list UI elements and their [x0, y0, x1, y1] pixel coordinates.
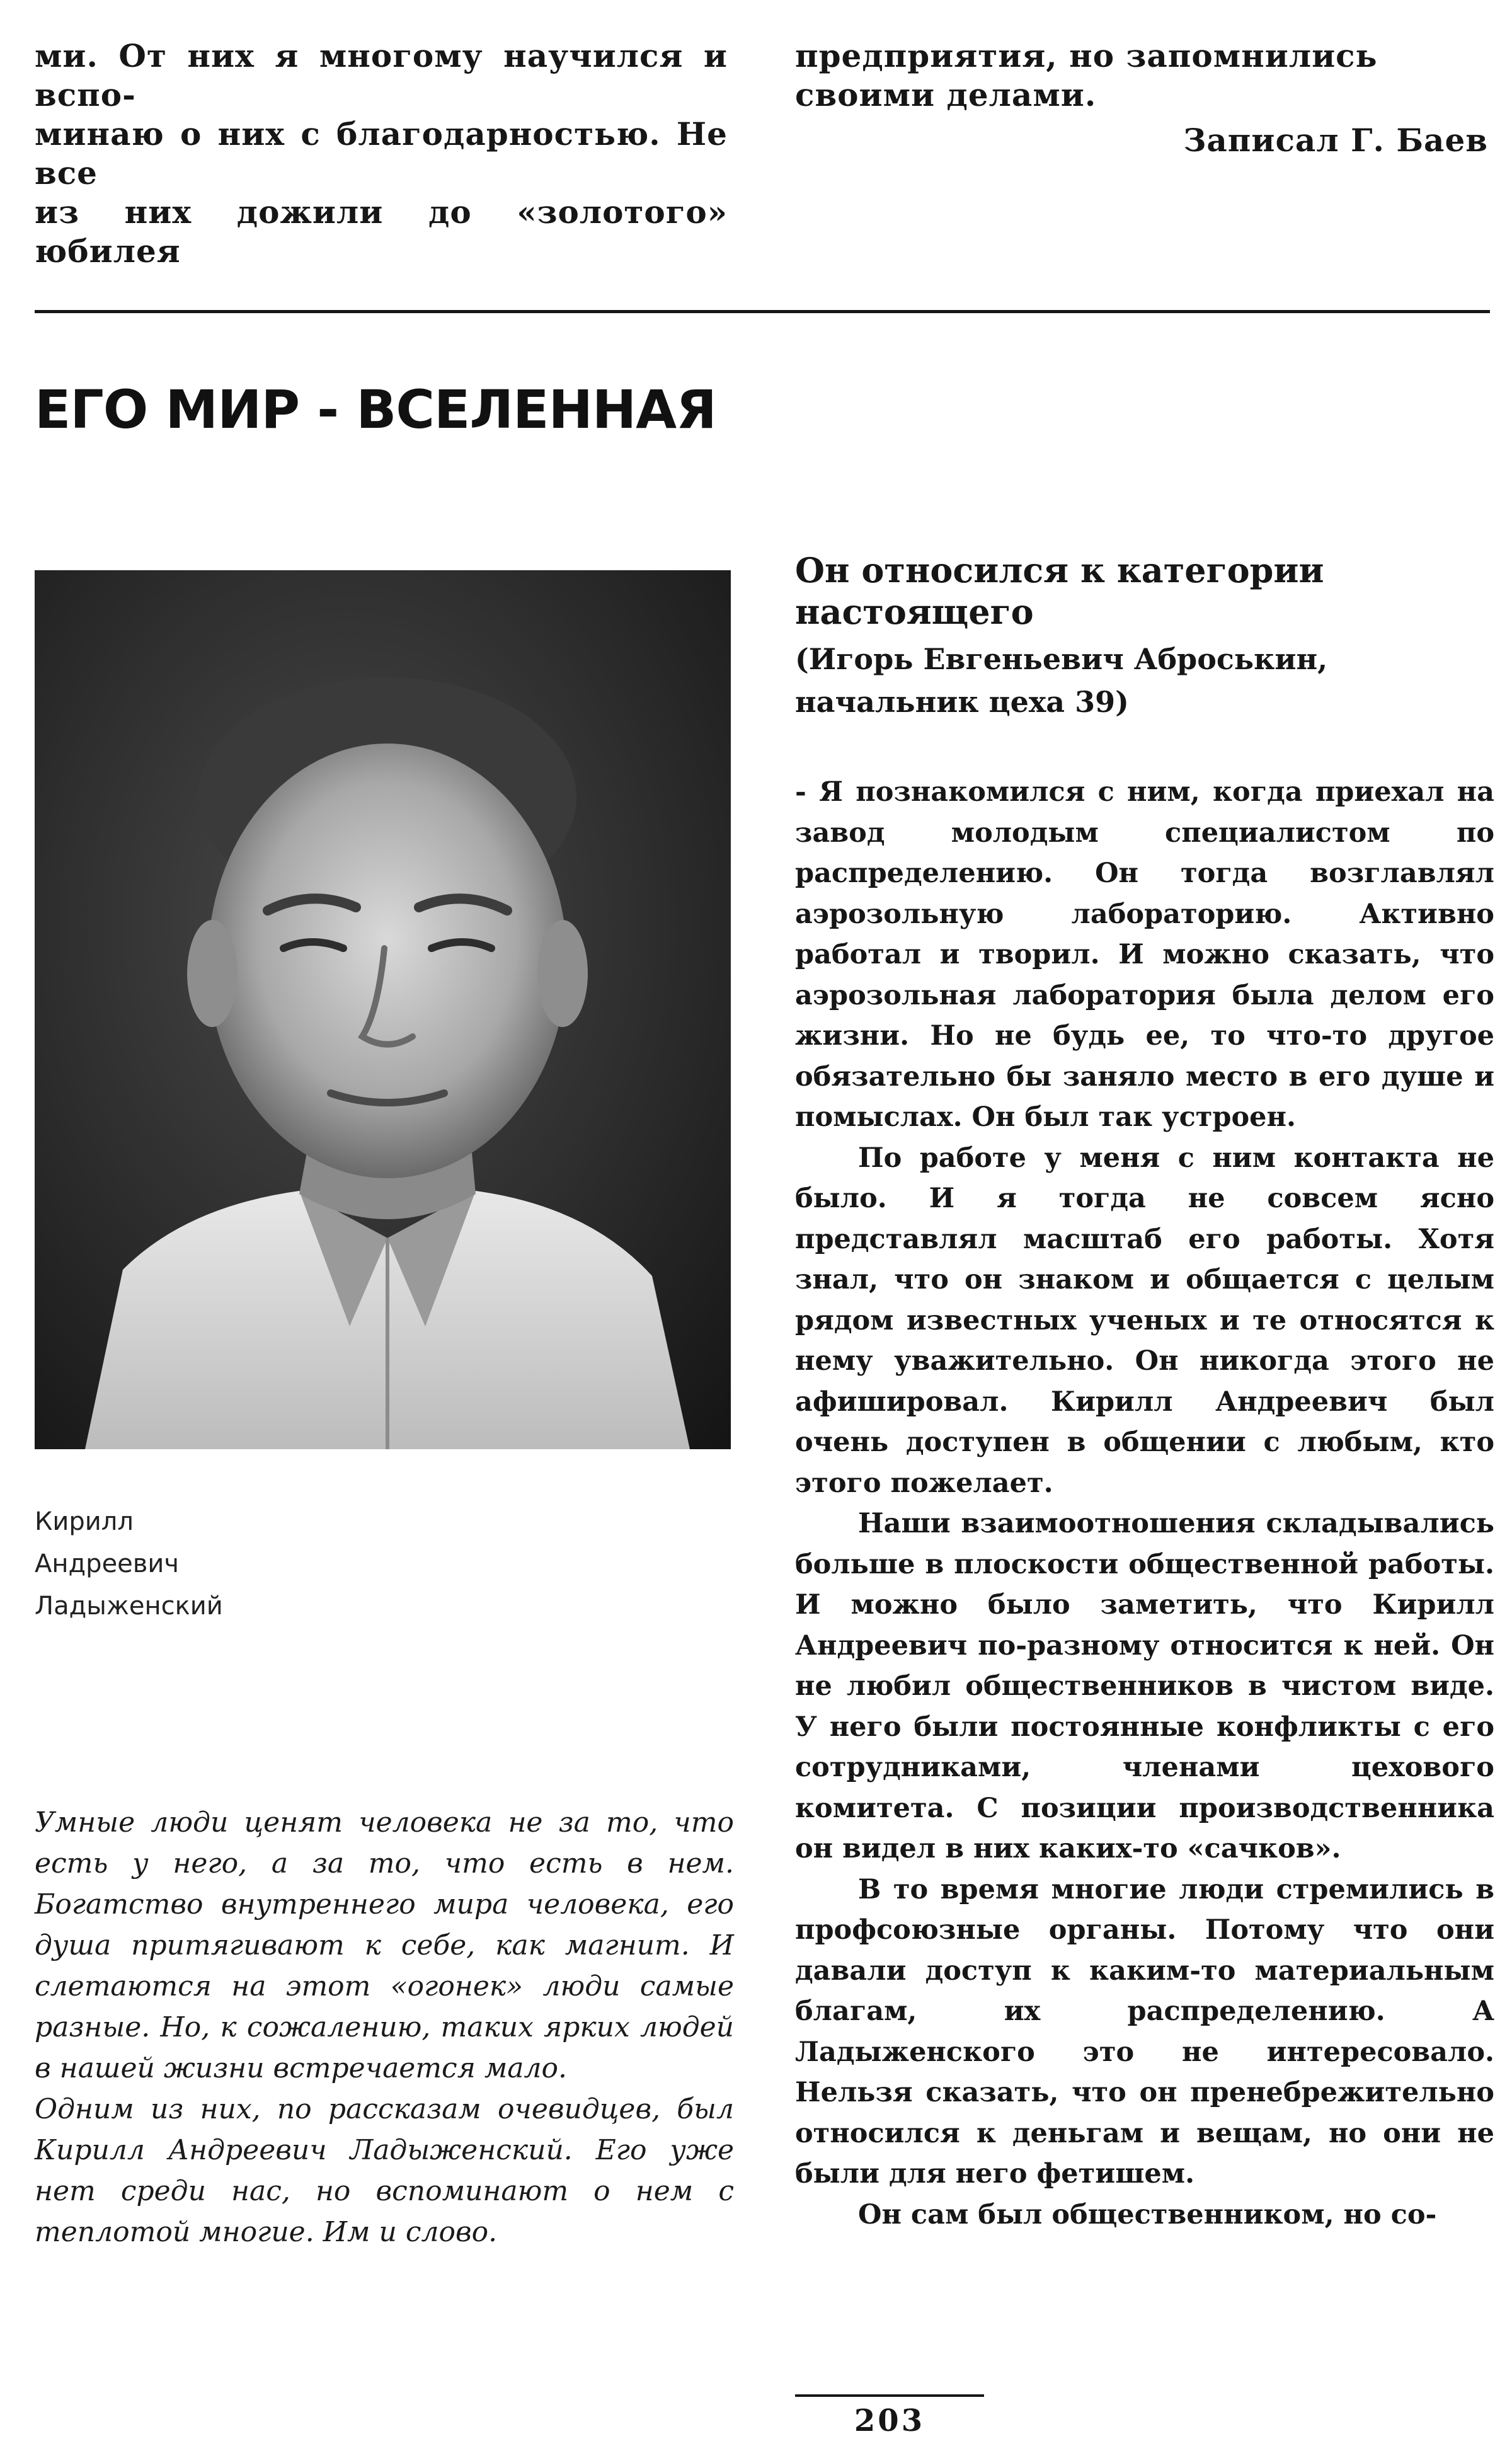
caption-line: Ладыженский	[35, 1592, 223, 1621]
prev-article-right-column	[795, 37, 1488, 160]
intro-paragraph: Одним из них, по рассказам очевидцев, был Кирилл Андреевич Ладыженский. Его уже нет среди нас, но вспоминают о нем с теплотой многие. Им и слово.	[35, 2093, 734, 2248]
caption-line: Андреевич	[35, 1549, 179, 1578]
photo-caption	[35, 1501, 350, 1628]
prev-article-line: ми. От них я многому научился и вспо-	[35, 37, 728, 113]
article-paragraph: В то время многие люди стремились в профсоюзные органы. Потому что они давали доступ к каким-то материальным благам, их распределению. А Ладыженского это не интересовало. Нельзя сказать, что он пренебрежительно относился к деньгам и вещам, но они не были для него фетишем.	[795, 1873, 1494, 2190]
prev-article-signature: Записал Г. Баев	[1183, 122, 1488, 159]
article-paragraph: Наши взаимоотношения складывались больше в плоскости общественной работы. И можно было заметить, что Кирилл Андреевич по-разному относится к ней. Он не любил общественников в чистом виде. У него были постоянные конфликты с его сотрудниками, членами цехового комитета. С позиции производственника он видел в них каких-то «сачков».	[795, 1508, 1494, 1864]
portrait-photo	[35, 570, 731, 1449]
article-body	[795, 772, 1494, 2235]
article-paragraph: Он сам был общественником, но со-	[858, 2198, 1437, 2231]
article-title: Он относился к категории настоящего	[795, 550, 1324, 632]
portrait-photo-icon	[35, 570, 731, 1449]
prev-article-line: из них дожили до «золотого» юбилея	[35, 193, 728, 270]
section-headline: ЕГО МИР - ВСЕЛЕННАЯ	[35, 379, 716, 440]
caption-line: Кирилл	[35, 1507, 134, 1536]
page-number: 203	[854, 2403, 925, 2438]
prev-article-left-column	[35, 37, 728, 271]
article-paragraph: - Я познакомился с ним, когда приехал на завод молодым специалистом по распределению. Он тогда возглавлял аэрозольную лабораторию. Активно работал и творил. И можно сказать, что аэрозольная лаборатория была делом его жизни. Но не будь ее, то что-то другое обязательно бы заняло место в его душе и помыслах. Он был так устроен.	[795, 776, 1494, 1133]
intro-text	[35, 1802, 734, 2253]
article-paragraph: По работе у меня с ним контакта не было. И я тогда не совсем ясно представлял масштаб его работы. Хотя знал, что он знаком и общается с целым рядом известных ученых и те относятся к нему уважительно. Он никогда этого не афишировал. Кирилл Андреевич был очень доступен в общении с любым, кто этого пожелает.	[795, 1142, 1494, 1499]
section-divider	[35, 310, 1490, 313]
footer-divider	[795, 2394, 984, 2397]
prev-article-ending: предприятия, но запомнились своими делами.	[795, 37, 1378, 113]
intro-paragraph: Умные люди ценят человека не за то, что есть у него, а за то, что есть в нем. Богатство внутреннего мира человека, его душа притягивают к себе, как магнит. И слетаются на этот «огонек» люди самые разные. Но, к сожалению, таких ярких людей в нашей жизни встречается мало.	[35, 1806, 734, 2084]
prev-article-line: минаю о них с благодарностью. Не все	[35, 115, 728, 192]
article-subtitle: (Игорь Евгеньевич Аброськин, начальник цеха 39)	[795, 642, 1328, 719]
